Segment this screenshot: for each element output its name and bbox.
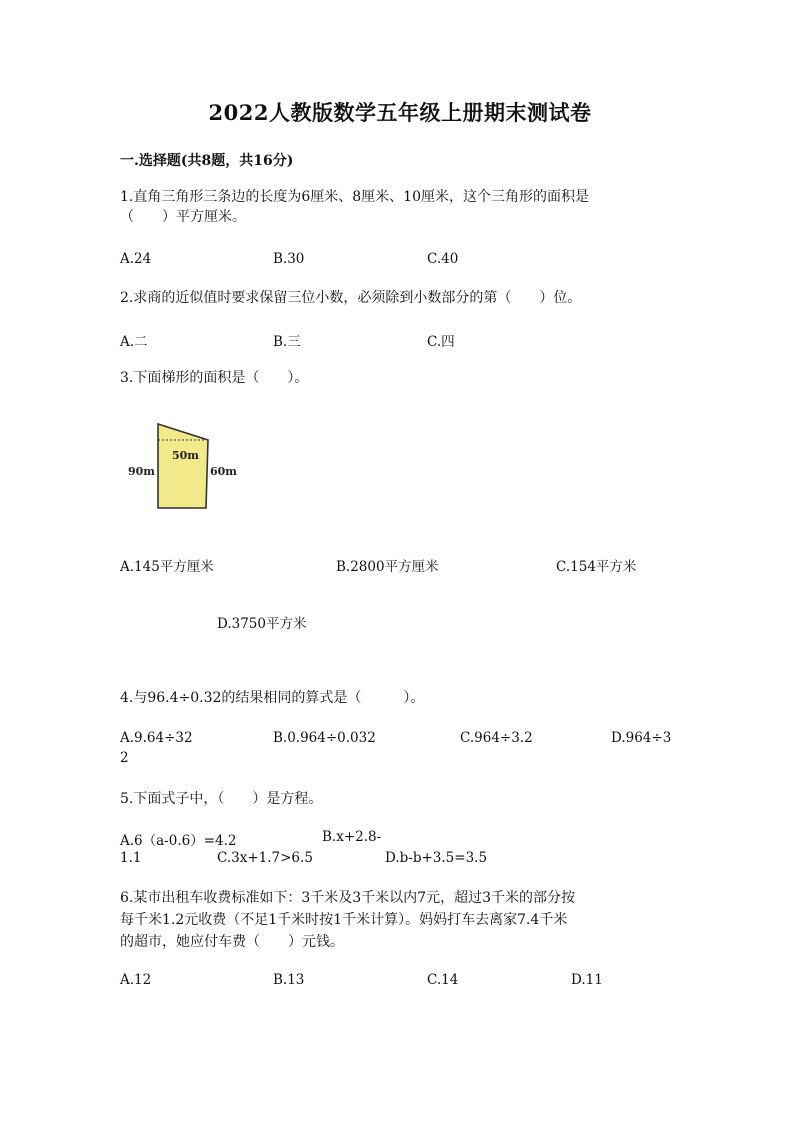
question-2-option-b: B.三 [273,334,301,350]
question-6-line-1: 6.某市出租车收费标准如下：3千米及3千米以内7元，超过3千米的部分按 [120,890,575,906]
label-90m: 90m [128,465,155,478]
question-5-option-a: A.6（a-0.6）=4.2 [120,833,237,849]
question-3-option-d: D.3750平方米 [217,616,307,632]
question-3-line-1: 3.下面梯形的面积是（ ）。 [120,370,309,386]
question-5-option-c: C.3x+1.7>6.5 [217,850,313,866]
question-1-option-b: B.30 [273,251,305,267]
question-6-option-c: C.14 [427,972,459,988]
section-heading: 一.选择题(共8题，共16分) [120,153,294,169]
question-4-option-d: D.964÷3 [611,730,672,746]
question-2-option-a: A.二 [120,334,148,350]
question-6-line-3: 的超市，她应付车费（ ）元钱。 [120,934,344,950]
label-60m: 60m [210,465,237,478]
question-1-line-2: （ ）平方厘米。 [120,209,246,225]
question-5-option-d: D.b-b+3.5=3.5 [385,850,488,866]
question-1-line-1: 1.直角三角形三条边的长度为6厘米、8厘米、10厘米，这个三角形的面积是 [120,189,589,205]
page-title: 2022人教版数学五年级上册期末测试卷 [208,100,592,125]
question-6-line-2: 每千米1.2元收费（不足1千米时按1千米计算）。妈妈打车去离家7.4千米 [120,912,568,928]
question-4-line-1: 4.与96.4÷0.32的结果相同的算式是（ ）。 [120,690,425,706]
question-1-option-a: A.24 [120,251,152,267]
question-4-option-a: A.9.64÷32 [120,730,193,746]
question-3-option-c: C.154平方米 [556,559,637,575]
question-6-option-a: A.12 [120,972,152,988]
question-4-option-b: B.0.964÷0.032 [273,730,376,746]
question-2-option-c: C.四 [427,334,455,350]
question-5-option-b: B.x+2.8- [322,829,382,845]
question-1-option-c: C.40 [427,251,459,267]
question-4-option-d-wrap: 2 [120,750,129,766]
question-5-line-1: 5.下面式子中，（ ）是方程。 [120,791,323,807]
question-6-option-b: B.13 [273,972,305,988]
label-50m: 50m [172,449,199,462]
question-2-line-1: 2.求商的近似值时要求保留三位小数，必须除到小数部分的第（ ）位。 [120,290,582,306]
question-3-option-b: B.2800平方厘米 [336,559,439,575]
trapezoid-figure [126,418,242,514]
question-3-option-a: A.145平方厘米 [120,559,214,575]
question-4-option-c: C.964÷3.2 [460,730,533,746]
question-6-option-d: D.11 [571,972,603,988]
question-5-option-b-wrap: 1.1 [120,850,142,866]
